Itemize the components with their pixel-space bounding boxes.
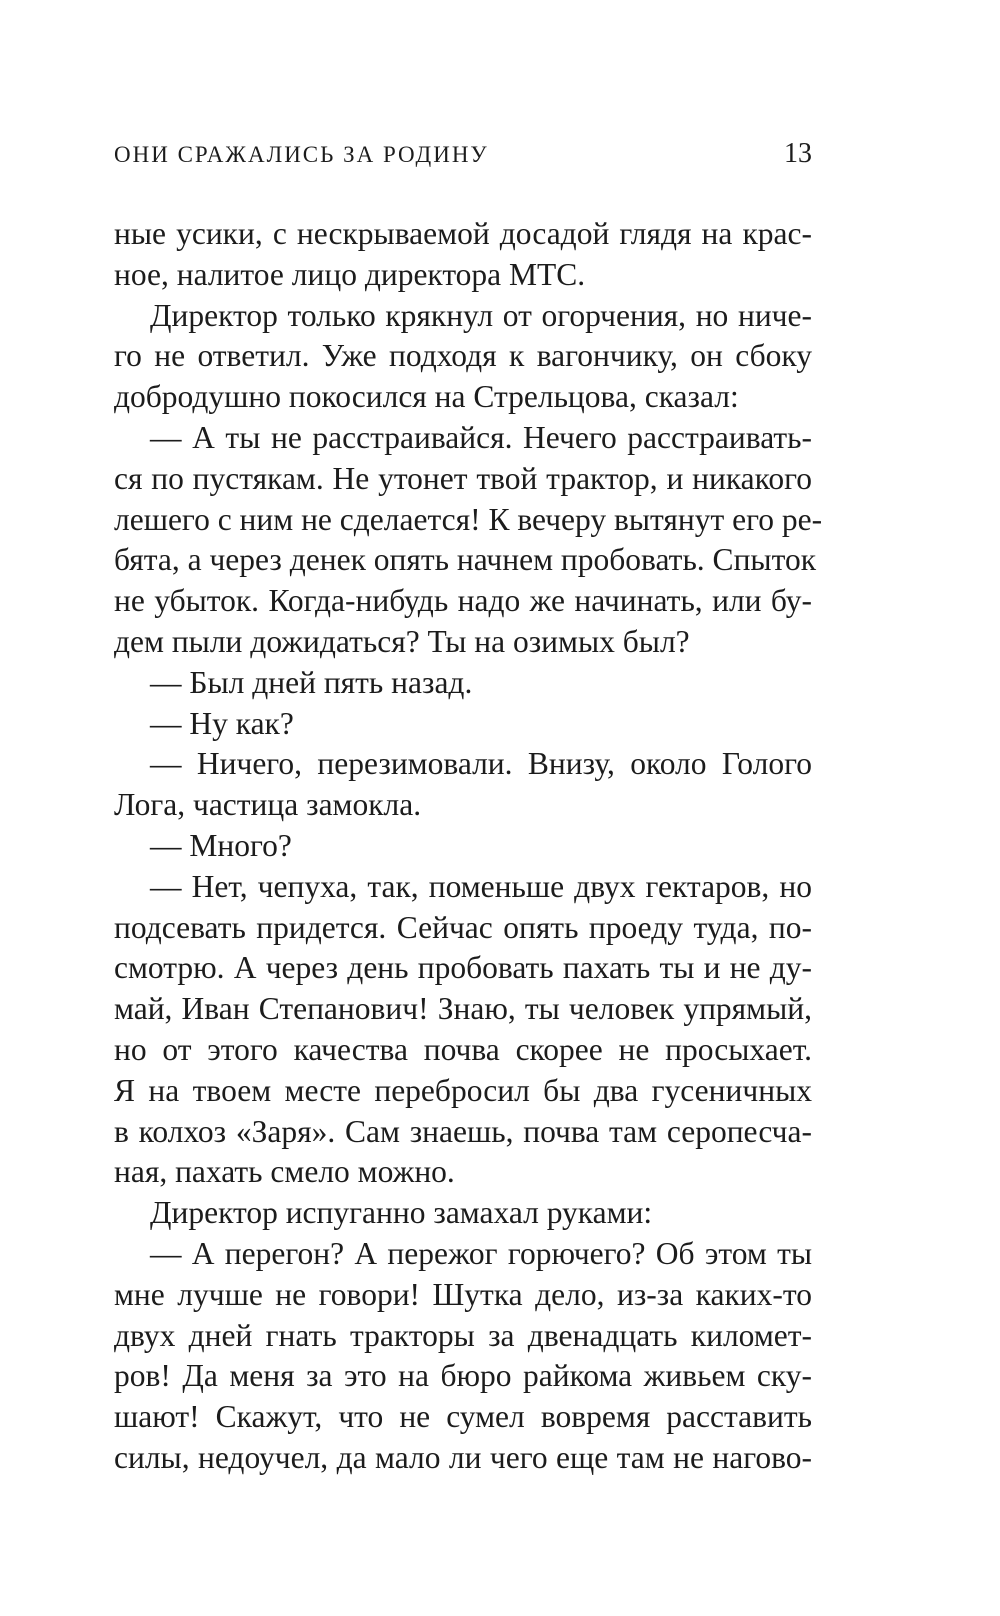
book-page — [114, 138, 823, 1479]
text-line: бята, а через денек опять начнем пробовать. Спыток — [114, 542, 816, 578]
text-line: силы, недоучел, да мало ли чего еще там не нагово- — [114, 1439, 812, 1475]
text-line: шают! Скажут, что не сумел вовремя расставить — [114, 1399, 812, 1435]
text-line: двух дней гнать тракторы за двенадцать километ- — [114, 1317, 812, 1353]
text-line: Директор только крякнул от огорчения, но ниче- — [150, 297, 812, 333]
text-line: в колхоз «Заря». Сам знаешь, почва там серопесча- — [114, 1113, 812, 1149]
running-title: ОНИ СРАЖАЛИСЬ ЗА РОДИНУ — [114, 142, 489, 167]
text-line: го не ответил. Уже подходя к вагончику, он сбоку — [114, 338, 812, 374]
body-text — [114, 214, 823, 1479]
text-line: май, Иван Степанович! Знаю, ты человек упрямый, — [114, 991, 812, 1027]
text-line: смотрю. А через день пробовать пахать ты и не ду- — [114, 950, 812, 986]
text-line: — Был дней пять назад. — [150, 664, 473, 700]
text-line: Директор испуганно замахал руками: — [150, 1195, 653, 1231]
text-line: — А перегон? А пережог горючего? Об этом ты — [150, 1235, 812, 1271]
text-line: — Нет, чепуха, так, поменьше двух гектаров, но — [150, 868, 812, 904]
text-line: дем пыли дожидаться? Ты на озимых был? — [114, 623, 690, 659]
text-line: Лога, частица замокла. — [114, 787, 422, 823]
text-line: ров! Да меня за это на бюро райкома живьем ску- — [114, 1358, 812, 1394]
text-line: — Много? — [150, 827, 292, 863]
text-line: лешего с ним не сделается! К вечеру вытянут его ре- — [114, 501, 823, 537]
running-header — [114, 138, 812, 178]
text-line: не убыток. Когда-нибудь надо же начинать, или бу- — [114, 583, 812, 619]
text-line: ная, пахать смело можно. — [114, 1154, 455, 1190]
text-line: ся по пустякам. Не утонет твой трактор, и никакого — [114, 460, 812, 496]
text-line: но от этого качества почва скорее не просыхает. — [114, 1031, 812, 1067]
text-line: подсевать придется. Сейчас опять проеду туда, по- — [114, 909, 812, 945]
text-line: — Ничего, перезимовали. Внизу, около Голого — [150, 746, 812, 782]
text-line: ное, налитое лицо директора МТС. — [114, 256, 586, 292]
text-line: — Ну как? — [150, 705, 294, 741]
text-line: Я на твоем месте перебросил бы два гусеничных — [114, 1072, 812, 1108]
text-line: — А ты не расстраивайся. Нечего расстраивать- — [150, 419, 812, 455]
text-line: добродушно покосился на Стрельцова, сказал: — [114, 379, 739, 415]
text-line: ные усики, с нескрываемой досадой глядя на крас- — [114, 216, 812, 251]
page-number: 13 — [784, 138, 812, 169]
text-line: мне лучше не говори! Шутка дело, из-за каких-то — [114, 1276, 812, 1312]
